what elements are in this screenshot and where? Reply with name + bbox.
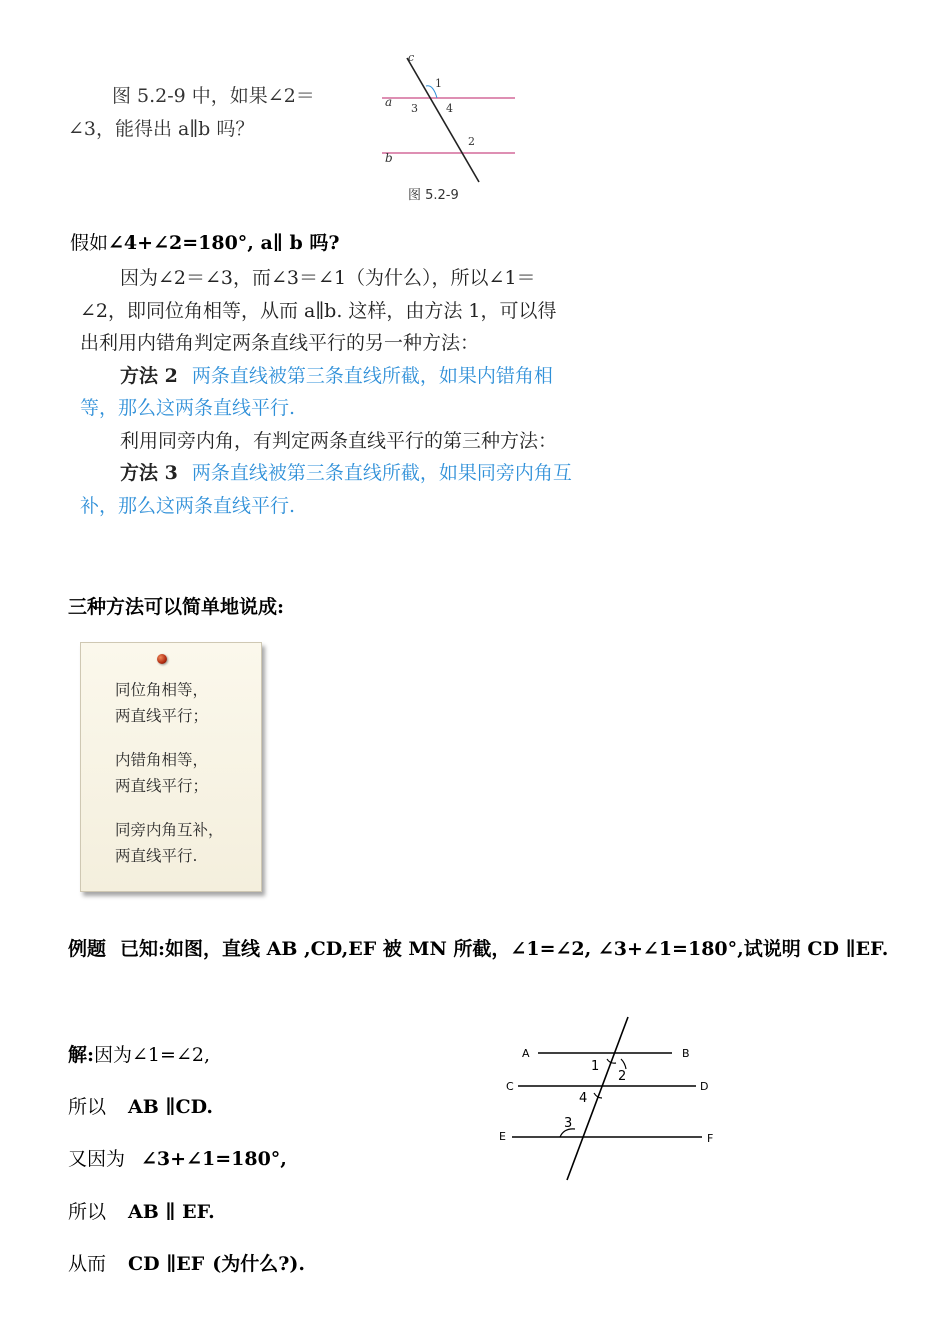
label-angle-2: 2 (468, 135, 475, 148)
question-2-text: ∠4+∠2=180°, a∥ b 吗? (108, 232, 340, 254)
summary-intro: 三种方法可以简单地说成: (68, 596, 285, 618)
question-2-prefix: 假如 (70, 232, 109, 254)
label-a: a (385, 95, 393, 109)
label-b: b (385, 151, 393, 165)
label-angle-1: 1 (591, 1059, 600, 1074)
label-angle-4: 4 (446, 102, 453, 115)
sticky-note (80, 642, 262, 892)
line-c (407, 58, 479, 182)
example-lead: 例题 (68, 938, 107, 960)
solution-step-1: 因为∠1=∠2, (94, 1044, 210, 1066)
solution-label: 解: (68, 1044, 95, 1066)
solution-line-1 (68, 1040, 210, 1067)
question-1-line-2: ∠3，能得出 a∥b 吗？ (68, 118, 255, 140)
method-3 (80, 457, 572, 522)
angle-arc-2 (621, 1059, 626, 1069)
label-angle-1: 1 (435, 77, 442, 90)
solution-line-4 (68, 1197, 215, 1224)
example-text: 已知:如图，直线 AB ,CD,EF 被 MN 所截，∠1=∠2, ∠3+∠1=180°,试说明 CD ∥EF. (120, 938, 889, 960)
solution-line-3 (68, 1144, 287, 1171)
question-1-line-1: 图 5.2-9 中，如果∠2＝ (112, 85, 315, 107)
note-line-1: 同位角相等， (115, 681, 209, 699)
label-angle-4: 4 (579, 1091, 588, 1106)
solution-step-3: ∠3+∠1=180°, (141, 1148, 287, 1170)
solution-step-5: CD ∥EF (128, 1253, 205, 1275)
method-3-label: 方法 3 (120, 462, 178, 484)
example-figure (490, 1012, 730, 1187)
label-angle-3: 3 (564, 1116, 573, 1131)
solution-step-5-lead: 从而 (68, 1253, 107, 1275)
textbook-excerpt (80, 262, 572, 522)
label-E: E (499, 1130, 506, 1143)
figure-5-2-9 (375, 50, 525, 190)
figure-1-caption: 图 5.2-9 (408, 188, 459, 203)
textbook-paragraph-2: 利用同旁内角，有判定两条直线平行的第三种方法： (120, 429, 558, 452)
textbook-paragraph-1: 因为∠2＝∠3，而∠3＝∠1（为什么），所以∠1＝∠2，即同位角相等，从而 a∥b. 这样，由方法 1，可以得出利用内错角判定两条直线平行的另一种方法： (80, 267, 557, 354)
label-F: F (707, 1132, 714, 1145)
solution-step-3-lead: 又因为 (68, 1148, 126, 1170)
solution-step-4: AB ∥ EF. (128, 1201, 215, 1223)
note-line-6: 两直线平行. (115, 847, 198, 865)
note-text (115, 677, 224, 869)
label-C: C (506, 1080, 514, 1093)
label-angle-2: 2 (618, 1069, 627, 1084)
solution-step-4-lead: 所以 (68, 1201, 107, 1223)
line-MN (567, 1017, 628, 1180)
label-D: D (700, 1080, 709, 1093)
solution-line-5 (68, 1249, 305, 1276)
pushpin-icon (157, 654, 167, 664)
question-2 (70, 228, 340, 255)
label-angle-3: 3 (411, 102, 418, 115)
method-3-text: 两条直线被第三条直线所截，如果同旁内角互补，那么这两条直线平行. (80, 462, 572, 517)
method-2-text: 两条直线被第三条直线所截，如果内错角相等，那么这两条直线平行. (80, 364, 553, 419)
solution-line-2 (68, 1092, 213, 1119)
solution-step-5-note: (为什么?). (212, 1253, 305, 1275)
note-line-2: 两直线平行； (115, 707, 209, 725)
note-line-5: 同旁内角互补， (115, 821, 224, 839)
label-c: c (408, 51, 415, 64)
question-1 (68, 80, 358, 146)
solution-step-2-lead: 所以 (68, 1096, 107, 1118)
label-A: A (522, 1047, 530, 1060)
solution-step-2: AB ∥CD. (128, 1096, 214, 1118)
label-B: B (682, 1047, 690, 1060)
example-problem (68, 930, 898, 968)
note-line-3: 内错角相等， (115, 751, 209, 769)
method-2-label: 方法 2 (120, 364, 178, 387)
note-line-4: 两直线平行； (115, 777, 209, 795)
method-2 (80, 360, 572, 425)
